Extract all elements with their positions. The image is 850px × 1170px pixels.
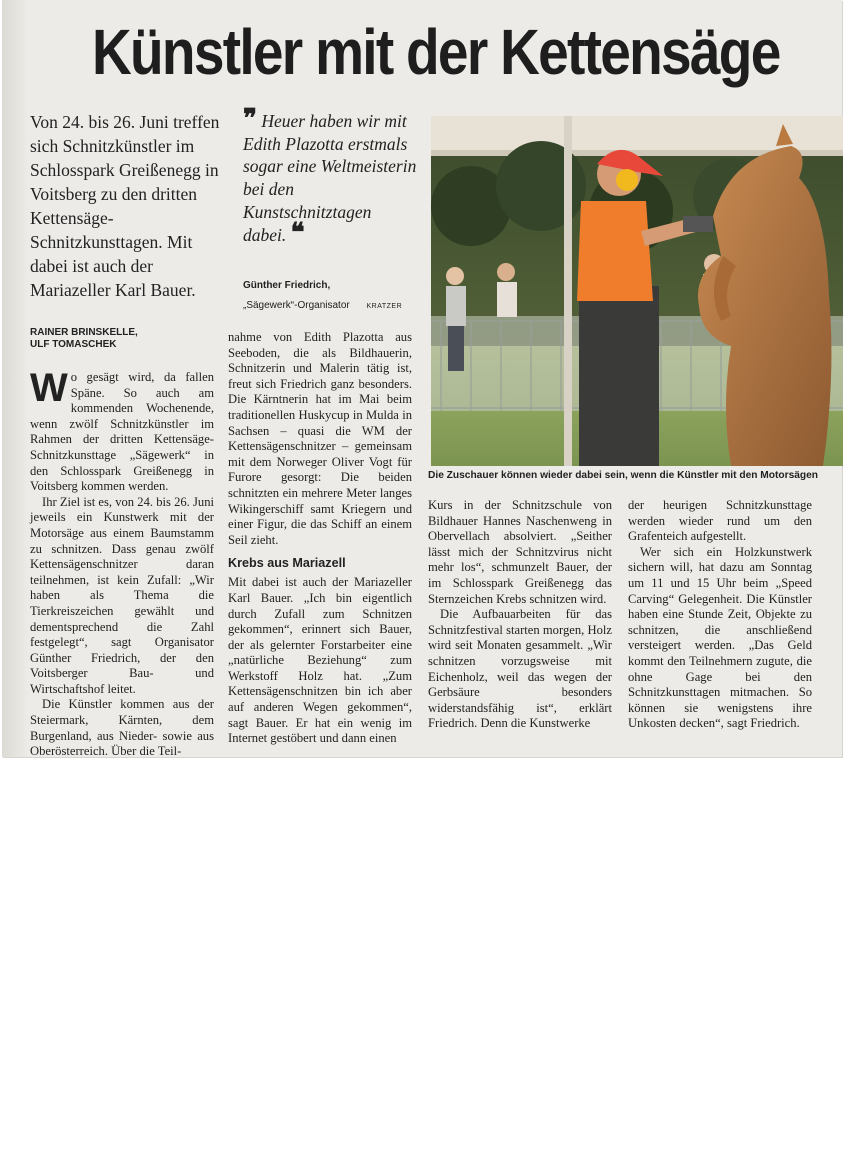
paragraph: Die Aufbauarbeiten für das Schnitzfestival starten morgen, Holz wird seit Monaten gesammelt. „Wir schnitzen vorzugsweise mit Eichenholz, weil das wegen der Gerbsäure besonders widerstandsfähig ist“, erklärt Friedrich. Denn die Kunstwerke [428, 607, 612, 731]
author-line: ULF TOMASCHEK [30, 339, 117, 350]
article-column-1 [30, 366, 214, 760]
drop-cap: W [30, 366, 68, 410]
photo-credit: KRATZER [366, 303, 403, 310]
lead-paragraph: Von 24. bis 26. Juni treffen sich Schnitzkünstler im Schlosspark Greißenegg in Voitsberg zu den dritten Kettensäge-Schnitzkunsttagen. Mit dabei ist auch der Mariazeller Karl Bauer. [30, 112, 220, 300]
paragraph: Ihr Ziel ist es, von 24. bis 26. Juni jeweils ein Kunstwerk mit der Motorsäge aus einem Baumstamm zu schnitzen. Dass genau zwölf Kettensägenschnitzer daran teilnehmen, ist kein Zufall: „Wir haben als Thema die Tierkreiszeichen gewählt und dementsprechend die Zahl festgelegt“, sagt Organisator Günther Friedrich, der den Voitsberger Bau- und Wirtschaftshof leitet. [30, 494, 214, 696]
paragraph: Die Künstler kommen aus der Steiermark, Kärnten, dem Burgenland, aus Nieder- sowie aus Oberösterreich. Über die Teil- [30, 697, 214, 759]
paragraph: nahme von Edith Plazotta aus Seeboden, die als Bildhauerin, Schnitzerin und Malerin tätig ist, freut sich Friedrich ganz besonders. Die Kärntnerin hat im Mai beim traditionellen Huskycup in Mulda in Sachsen – quasi die WM der Kettensägenschnitzer – gemeinsam mit dem Norweger Oliver Vogt für Furore gesorgt: Die beiden schnitzten ein mehrere Meter langes Wikingerschiff samt Kriegern und einer Figur, die das Schiff an einem Seil zieht. [228, 330, 412, 547]
article-column-3 [428, 498, 612, 732]
author-byline [30, 327, 230, 351]
paragraph: Wer sich ein Holzkunstwerk sichern will, hat dazu am Sonntag um 11 und 15 Uhr beim „Speed Carving“ Gelegenheit. Die Künstler haben eine Stunde Zeit, Objekte zu schnitzen, die anschließend versteigert werden. „Das Geld kommt den Teilnehmern zugute, die ohne Gage bei den Schnitzkunsttagen mitmachen. So können sie wenigstens ihre Unkosten decken“, sagt Friedrich. [628, 544, 812, 731]
paragraph: o gesägt wird, da fallen Späne. So auch am kommenden Wochenende, wenn zwölf Schnitzkünstler im Rahmen der dritten Kettensäge-Schnitzkunsttage „Sägewerk“ in den Schlosspark Greißenegg in Voitsberg kommen werden. [30, 370, 214, 494]
paragraph: der heurigen Schnitzkunsttage werden wieder rund um den Grafenteich aufgestellt. [628, 498, 812, 544]
quote-text: Heuer haben wir mit Edith Plazotta erstmals sogar eine Weltmeisterin bei den Kunstschnitztagen dabei. [243, 111, 417, 245]
paragraph: Kurs in der Schnitzschule von Bildhauer Hannes Naschenweng in Obervellach absolviert. „Seither lässt mich der Schnitzvirus nicht mehr los“, schmunzelt Bauer, der im Schlosspark Greißenegg das Sternzeichen Krebs schnitzen wird. [428, 498, 612, 606]
quote-author-role: „Sägewerk“-Organisator [243, 300, 350, 311]
section-subhead: Krebs aus Mariazell [228, 556, 346, 571]
quote-attribution [243, 276, 423, 317]
headline: Künstler mit der Kettensäge [92, 16, 780, 88]
author-line: RAINER BRINSKELLE, [30, 327, 138, 338]
article-column-2 [228, 330, 412, 747]
quote-author-name: Günther Friedrich, [243, 280, 331, 291]
article-column-4 [628, 498, 812, 732]
pull-quote [243, 104, 418, 247]
paragraph: Mit dabei ist auch der Mariazeller Karl Bauer. „Ich bin eigentlich durch Zufall zum Schnitzen gekommen“, erinnert sich Bauer, der als gelernter Forstarbeiter eine „natürliche Beziehung“ zum Werkstoff Holz hat. „Zum Kettensägenschnitzen bin ich aber auf anderen Wegen gekommen“, sagt Bauer. Er hat ein wenig im Internet gestöbert und dann einen [228, 575, 412, 746]
quote-open-mark: ❞ [243, 104, 257, 133]
photo-illustration [431, 116, 843, 466]
article-photo [431, 116, 843, 466]
quote-close-mark: ❝ [290, 217, 305, 247]
photo-caption: Die Zuschauer können wieder dabei sein, wenn die Künstler mit den Motorsägen [428, 470, 819, 481]
